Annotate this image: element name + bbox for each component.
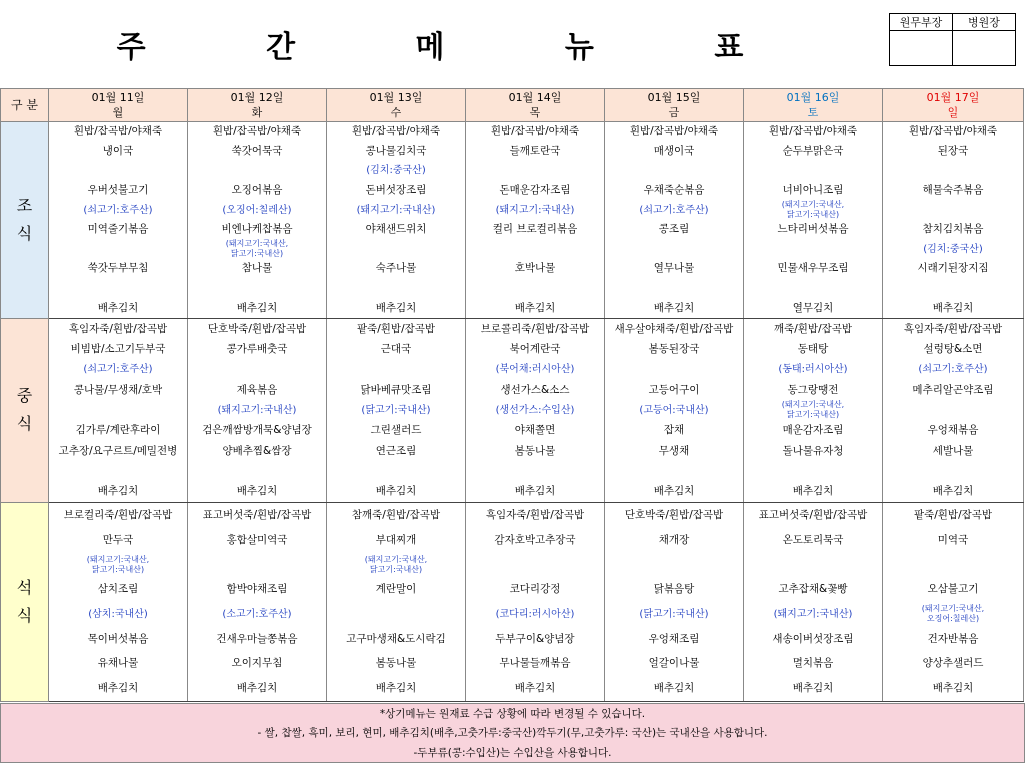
day-date: 01월 16일	[786, 91, 840, 104]
menu-item: 팥죽/흰밥/잡곡밥	[913, 508, 993, 521]
menu-item: 냉이국	[102, 144, 134, 157]
menu-item: 배추김치	[375, 682, 417, 695]
day-weekday: 월	[112, 106, 124, 119]
menu-item	[188, 279, 326, 299]
menu-item: (돼지고기:국내산, 닭고기:국내산)	[86, 554, 150, 574]
menu-item: 된장국	[937, 144, 969, 157]
menu-item: 만두국	[102, 533, 134, 546]
menu-item: 배추김치	[932, 485, 974, 498]
menu-item	[744, 161, 882, 181]
menu-item	[744, 240, 882, 260]
menu-cell	[883, 502, 1024, 701]
menu-item: 코다리강정	[509, 583, 561, 596]
menu-item: 얼갈이나물	[648, 657, 700, 670]
menu-item: (닭고기:국내산)	[639, 608, 709, 620]
menu-item	[605, 161, 743, 181]
day-date: 01월 15일	[647, 91, 701, 104]
menu-item: 생선가스&소스	[500, 383, 570, 396]
menu-item	[327, 240, 465, 260]
menu-item: 새우살야채죽/흰밥/잡곡밥	[614, 322, 734, 335]
menu-item	[744, 461, 882, 481]
menu-item: 삼치조림	[97, 583, 139, 596]
menu-item: 우엉채조림	[648, 632, 700, 645]
menu-item	[188, 461, 326, 481]
menu-item: 참치김치볶음	[922, 223, 984, 236]
day-header	[605, 89, 744, 122]
day-weekday: 목	[529, 106, 541, 119]
menu-item: 고추잡채&꽃빵	[778, 583, 848, 596]
menu-item: 비엔나케찹볶음	[221, 223, 293, 236]
menu-item: 봄동된장국	[648, 342, 700, 355]
menu-item: 봄동나물	[514, 444, 556, 457]
menu-item: 열무김치	[792, 301, 834, 314]
notice-line: - 쌀, 찹쌀, 흑미, 보리, 현미, 배추김치(배추,고춧가루:중국산)깍두기(무,고춧가루: 국산)는 국내산을 사용합니다.	[257, 727, 768, 740]
menu-item: (고등어:국내산)	[639, 404, 709, 416]
day-header	[883, 89, 1024, 122]
menu-item: 홍합살미역국	[226, 533, 288, 546]
menu-item	[49, 240, 187, 260]
menu-cell	[605, 122, 744, 319]
menu-item: 동그랑땡전	[787, 383, 839, 396]
approval-sign-director[interactable]	[890, 31, 953, 66]
lunch-label: 중 식	[1, 318, 49, 502]
menu-cell	[327, 318, 466, 502]
dinner-label: 석 식	[1, 502, 49, 701]
menu-cell	[466, 502, 605, 701]
menu-cell	[49, 502, 188, 701]
menu-cell	[605, 502, 744, 701]
menu-item: 그린샐러드	[370, 424, 422, 437]
menu-item: 배추김치	[375, 301, 417, 314]
menu-item: 흰밥/잡곡밥/야채죽	[908, 125, 998, 138]
menu-item: 깨죽/흰밥/잡곡밥	[773, 322, 853, 335]
menu-item: 너비아니조림	[782, 184, 844, 197]
menu-item: 채개장	[658, 533, 690, 546]
breakfast-row	[1, 122, 1024, 319]
lunch-row	[1, 318, 1024, 502]
menu-cell	[744, 318, 883, 502]
menu-item: 흰밥/잡곡밥/야채죽	[73, 125, 163, 138]
menu-item: (쇠고기:호주산)	[83, 364, 153, 376]
menu-item: 시래기된장지짐	[917, 262, 989, 275]
menu-item	[744, 552, 882, 577]
menu-item: 근대국	[380, 342, 412, 355]
menu-item: 참나물	[241, 262, 273, 275]
menu-item: 돌나물유자청	[782, 444, 844, 457]
menu-item: 돈버섯장조림	[365, 184, 427, 197]
menu-item: 부대찌개	[375, 533, 417, 546]
menu-item: 숙주나물	[375, 262, 417, 275]
menu-item: 감자호박고추장국	[494, 533, 576, 546]
menu-item: 배추김치	[932, 301, 974, 314]
menu-item	[188, 360, 326, 380]
menu-item: 흰밥/잡곡밥/야채죽	[629, 125, 719, 138]
gubun-header: 구 분	[1, 89, 49, 122]
menu-item: 콩나물김치국	[365, 144, 427, 157]
menu-cell	[883, 122, 1024, 319]
menu-item: 봄동나물	[375, 657, 417, 670]
menu-item: 흰밥/잡곡밥/야채죽	[351, 125, 441, 138]
menu-item: 유채나물	[97, 657, 139, 670]
menu-item	[327, 360, 465, 380]
day-header	[327, 89, 466, 122]
menu-item: 야채샌드위치	[365, 223, 427, 236]
menu-item	[327, 602, 465, 627]
menu-item: 함박야채조림	[226, 583, 288, 596]
menu-item: 참깨죽/흰밥/잡곡밥	[351, 508, 441, 521]
menu-item: 닭바베큐맛조림	[360, 383, 432, 396]
menu-item: 흰밥/잡곡밥/야채죽	[212, 125, 302, 138]
menu-cell	[188, 318, 327, 502]
menu-item: 고구마생채&도시락김	[346, 632, 446, 645]
menu-item: 오징어볶음	[231, 184, 283, 197]
menu-item: 검은깨쌈방개묵&양념장	[202, 424, 312, 437]
menu-item: 단호박죽/흰밥/잡곡밥	[624, 508, 724, 521]
approval-label-director: 원무부장	[890, 14, 953, 31]
menu-item: 돈매운감자조림	[499, 184, 571, 197]
menu-item: (돼지고기:국내산, 닭고기:국내산)	[225, 239, 289, 259]
menu-item: 건새우마늘쫑볶음	[216, 632, 298, 645]
menu-item: (오징어:칠레산)	[222, 204, 292, 216]
menu-item: 건자반볶음	[927, 632, 979, 645]
menu-item: 배추김치	[97, 485, 139, 498]
menu-item: (김치:중국산)	[366, 165, 426, 177]
menu-item: 컬리 브로컬리볶음	[492, 223, 578, 236]
menu-item: (돼지고기:국내산, 닭고기:국내산)	[364, 554, 428, 574]
header-row	[1, 89, 1024, 122]
menu-item: (생선가스:수입산)	[495, 404, 575, 416]
menu-item: 배추김치	[514, 485, 556, 498]
menu-item: 양배추찜&쌈장	[222, 444, 292, 457]
menu-item: 콩가루배춧국	[226, 342, 288, 355]
approval-sign-president[interactable]	[953, 31, 1016, 66]
menu-cell	[188, 502, 327, 701]
menu-item	[605, 279, 743, 299]
day-date: 01월 11일	[91, 91, 145, 104]
day-header	[49, 89, 188, 122]
menu-item: (돼지고기:국내산, 오징어:칠레산)	[921, 604, 985, 624]
menu-item: 배추김치	[792, 485, 834, 498]
menu-item	[605, 461, 743, 481]
day-header	[744, 89, 883, 122]
breakfast-label: 조 식	[1, 122, 49, 319]
menu-item: 배추김치	[375, 485, 417, 498]
day-weekday: 토	[807, 106, 819, 119]
menu-item: 무생채	[658, 444, 690, 457]
menu-item: 배추김치	[97, 301, 139, 314]
menu-item: 표고버섯죽/흰밥/잡곡밥	[202, 508, 312, 521]
menu-item: (쇠고기:호주산)	[83, 204, 153, 216]
menu-item: 닭볶음탕	[653, 583, 695, 596]
menu-item: 배추김치	[653, 485, 695, 498]
menu-item: 흰밥/잡곡밥/야채죽	[490, 125, 580, 138]
menu-item: 배추김치	[236, 485, 278, 498]
menu-item	[883, 279, 1023, 299]
menu-item: 온도토리묵국	[782, 533, 844, 546]
menu-item	[466, 279, 604, 299]
menu-item	[883, 461, 1023, 481]
menu-item: (돼지고기:국내산)	[217, 404, 297, 416]
menu-item: 미역국	[937, 533, 969, 546]
menu-item: 오이지무침	[231, 657, 283, 670]
menu-item: (돼지고기:국내산)	[495, 204, 575, 216]
day-date: 01월 12일	[230, 91, 284, 104]
menu-item: 김가루/계란후라이	[75, 424, 161, 437]
menu-item	[327, 461, 465, 481]
menu-item: 흑임자죽/흰밥/잡곡밥	[903, 322, 1003, 335]
menu-item: 새송이버섯장조림	[772, 632, 854, 645]
menu-cell	[188, 122, 327, 319]
menu-item	[744, 279, 882, 299]
menu-item	[188, 552, 326, 577]
menu-item: 팥죽/흰밥/잡곡밥	[356, 322, 436, 335]
menu-cell	[744, 122, 883, 319]
menu-item: 설렁탕&소면	[923, 342, 983, 355]
menu-item	[466, 161, 604, 181]
menu-item: 멸치볶음	[792, 657, 834, 670]
notice-line: *상기메뉴는 원재료 수급 상황에 따라 변경될 수 있습니다.	[379, 708, 646, 721]
weekly-menu-table	[0, 88, 1024, 702]
day-weekday: 금	[668, 106, 680, 119]
day-weekday: 수	[390, 106, 402, 119]
menu-item	[49, 279, 187, 299]
menu-item	[49, 400, 187, 420]
menu-item: 콩나물/무생채/호박	[73, 383, 163, 396]
menu-item	[605, 360, 743, 380]
menu-item: 호박나물	[514, 262, 556, 275]
notice-box	[0, 703, 1025, 763]
menu-item: 들깨토란국	[509, 144, 561, 157]
menu-item	[883, 161, 1023, 181]
menu-cell	[744, 502, 883, 701]
menu-item: 흑임자죽/흰밥/잡곡밥	[485, 508, 585, 521]
menu-item	[466, 461, 604, 481]
menu-cell	[466, 318, 605, 502]
menu-item	[605, 552, 743, 577]
menu-item: (코다리:러시아산)	[495, 608, 575, 620]
menu-item: 계란말이	[375, 583, 417, 596]
menu-item: 해물숙주볶음	[922, 184, 984, 197]
menu-cell	[466, 122, 605, 319]
menu-item: 배추김치	[236, 682, 278, 695]
menu-item: 동태탕	[797, 342, 829, 355]
menu-item	[883, 200, 1023, 220]
menu-cell	[327, 502, 466, 701]
menu-item: 무나물들깨볶음	[499, 657, 571, 670]
menu-item	[49, 461, 187, 481]
menu-item: 두부구이&양념장	[495, 632, 575, 645]
menu-item: 흰밥/잡곡밥/야채죽	[768, 125, 858, 138]
menu-item: 배추김치	[653, 682, 695, 695]
menu-item: (삼치:국내산)	[88, 608, 148, 620]
menu-item: 비빔밥/소고기두부국	[70, 342, 166, 355]
dinner-row	[1, 502, 1024, 701]
day-header	[188, 89, 327, 122]
menu-item: 배추김치	[514, 682, 556, 695]
menu-item: 고등어구이	[648, 383, 700, 396]
menu-cell	[605, 318, 744, 502]
menu-item: (동태:러시아산)	[778, 364, 848, 376]
menu-item: 브로콜리죽/흰밥/잡곡밥	[480, 322, 590, 335]
menu-item: 목이버섯볶음	[87, 632, 149, 645]
menu-item: 쑥갓어묵국	[231, 144, 283, 157]
day-date: 01월 13일	[369, 91, 423, 104]
menu-item: 배추김치	[792, 682, 834, 695]
menu-item: 야채쫄면	[514, 424, 556, 437]
menu-item: (북어채:러시아산)	[495, 364, 575, 376]
menu-item: (쇠고기:호주산)	[639, 204, 709, 216]
menu-cell	[327, 122, 466, 319]
menu-item	[49, 161, 187, 181]
menu-item	[466, 240, 604, 260]
menu-item: 북어계란국	[509, 342, 561, 355]
menu-item: (돼지고기:국내산, 닭고기:국내산)	[781, 200, 845, 220]
menu-cell	[883, 318, 1024, 502]
day-weekday: 화	[251, 106, 263, 119]
menu-item: 배추김치	[97, 682, 139, 695]
menu-item: 배추김치	[932, 682, 974, 695]
menu-item: (돼지고기:국내산)	[356, 204, 436, 216]
menu-item: 고추장/요구르트/메밀전병	[58, 444, 178, 457]
menu-item: 잡채	[663, 424, 685, 437]
menu-item: 메추리알곤약조림	[912, 383, 994, 396]
menu-item: 브로컬리죽/흰밥/잡곡밥	[63, 508, 173, 521]
menu-cell	[49, 318, 188, 502]
approval-label-president: 병원장	[953, 14, 1016, 31]
menu-item	[883, 552, 1023, 577]
day-weekday: 일	[947, 106, 959, 119]
menu-item: (돼지고기:국내산, 닭고기:국내산)	[781, 400, 845, 420]
menu-item: 쑥갓두부무침	[87, 262, 149, 275]
menu-item: 제육볶음	[236, 383, 278, 396]
menu-item: 열무나물	[653, 262, 695, 275]
menu-item: (쇠고기:호주산)	[918, 364, 988, 376]
menu-item: 연근조림	[375, 444, 417, 457]
menu-item	[883, 400, 1023, 420]
menu-item: 우버섯불고기	[87, 184, 149, 197]
menu-item: 단호박죽/흰밥/잡곡밥	[207, 322, 307, 335]
menu-item: 양상추샐러드	[922, 657, 984, 670]
notice-line: -두부류(콩:수입산)는 수입산을 사용합니다.	[413, 746, 612, 759]
menu-item: 매운감자조림	[782, 424, 844, 437]
menu-cell	[49, 122, 188, 319]
menu-item: 민물새우무조림	[777, 262, 849, 275]
menu-item: 흑임자죽/흰밥/잡곡밥	[68, 322, 168, 335]
menu-item: 미역줄기볶음	[87, 223, 149, 236]
menu-item: (닭고기:국내산)	[361, 404, 431, 416]
page-title: 주 간 메 뉴 표	[116, 30, 799, 65]
day-date: 01월 14일	[508, 91, 562, 104]
menu-item: 느타리버섯볶음	[777, 223, 849, 236]
menu-item: 세발나물	[932, 444, 974, 457]
menu-item	[188, 161, 326, 181]
menu-item	[605, 240, 743, 260]
menu-item: (김치:중국산)	[923, 243, 983, 255]
menu-item: 우채죽순볶음	[643, 184, 705, 197]
menu-item: 우엉채볶음	[927, 424, 979, 437]
menu-item: 배추김치	[514, 301, 556, 314]
approval-box	[889, 13, 1016, 66]
menu-item: 배추김치	[653, 301, 695, 314]
menu-item: 배추김치	[236, 301, 278, 314]
menu-item: (돼지고기:국내산)	[773, 608, 853, 620]
menu-item	[466, 552, 604, 577]
menu-item: 매생이국	[653, 144, 695, 157]
menu-item: 표고버섯죽/흰밥/잡곡밥	[758, 508, 868, 521]
day-date: 01월 17일	[926, 91, 980, 104]
menu-item: 오삼불고기	[927, 583, 979, 596]
menu-item: 순두부맑은국	[782, 144, 844, 157]
menu-item: 콩조림	[658, 223, 690, 236]
day-header	[466, 89, 605, 122]
menu-item	[327, 279, 465, 299]
menu-item: (소고기:호주산)	[222, 608, 292, 620]
